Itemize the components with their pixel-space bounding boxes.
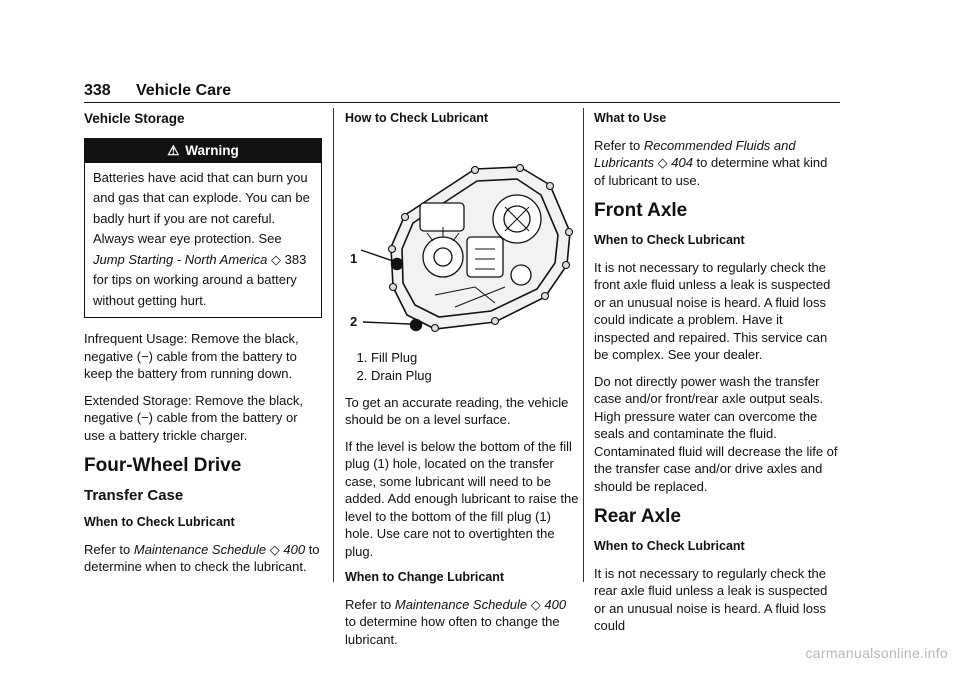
callout-2-label: 2: [350, 313, 358, 329]
text-part: Refer to: [84, 541, 134, 557]
power-wash-text: Do not directly power wash the transfer case and/or front/rear axle output seals. High pressure water can overcome the seals and contaminate the fluid. Contaminated fluid will decrease the life of the transfer case and/or drive axles and should be replaced.: [594, 373, 838, 494]
ref-symbol-icon: ◇: [530, 596, 541, 612]
vehicle-storage-heading: Vehicle Storage: [84, 111, 185, 126]
text-part: to determine how often to change the lubricant.: [345, 614, 560, 647]
transfer-case-heading: Transfer Case: [84, 487, 184, 504]
warning-text: [85, 163, 321, 318]
how-to-check-heading: How to Check Lubricant: [345, 111, 489, 125]
page-ref[interactable]: 383: [284, 251, 307, 267]
list-item: 2. Drain Plug: [371, 367, 580, 385]
warning-icon: ⚠: [167, 142, 180, 158]
rear-axle-text: It is not necessary to regularly check the rear axle fluid unless a leak is suspected or an unusual noise is heard. A fluid loss could: [594, 565, 828, 633]
rear-axle-heading: Rear Axle: [594, 506, 681, 527]
fill-level-text: If the level is below the bottom of the fill plug (1) hole, located on the transfer case, some lubricant will need to be added. Add enough lubricant to raise the level to the bottom of the fill plug (1) hole. Use care not to overtighten the plug.: [345, 438, 579, 559]
warning-box: [84, 138, 322, 319]
when-to-check-heading: When to Check Lubricant: [84, 515, 235, 529]
warning-label: Warning: [185, 142, 239, 158]
accurate-reading-text: To get an accurate reading, the vehicle should be on a level surface.: [345, 394, 569, 427]
page-ref[interactable]: 404: [671, 155, 693, 170]
page-ref[interactable]: 400: [544, 596, 567, 612]
column-1: [84, 108, 322, 585]
transfer-case-illustration: [345, 137, 580, 337]
when-to-check-heading: When to Check Lubricant: [594, 539, 745, 553]
page-header: [84, 80, 840, 102]
warning-text-part: Batteries have acid that can burn you and gas that can explode. You can be badly hurt if you are not careful. Always wear eye protection. See: [93, 169, 310, 246]
when-to-change-heading: When to Change Lubricant: [345, 570, 505, 584]
recommended-fluids-link[interactable]: Recommended Fluids and Lubricants: [594, 137, 796, 170]
four-wheel-drive-heading: Four-Wheel Drive: [84, 455, 242, 476]
text-part: to determine when to check the lubricant.: [84, 541, 320, 574]
ref-symbol-icon: ◇: [270, 251, 281, 267]
what-to-use-heading: What to Use: [594, 111, 667, 125]
column-3: [594, 108, 840, 644]
warning-bar: [85, 139, 321, 163]
watermark-text: carmanualsonline.info: [805, 645, 948, 661]
jump-starting-link[interactable]: Jump Starting - North America: [93, 251, 268, 267]
page-number: 338: [84, 82, 111, 99]
ref-symbol-icon: ◇: [657, 155, 668, 170]
text-part: Refer to: [594, 137, 644, 153]
transfer-case-figure: [345, 137, 580, 337]
when-to-check-heading: When to Check Lubricant: [594, 233, 745, 247]
extended-storage-text: Extended Storage: Remove the black, negative (−) cable from the battery or use a battery trickle charger.: [84, 392, 303, 443]
column-2: [345, 108, 580, 657]
column-divider: [583, 108, 584, 582]
ref-symbol-icon: ◇: [269, 541, 280, 557]
header-rule: [84, 102, 840, 103]
callout-1-label: 1: [350, 250, 358, 266]
text-part: Refer to: [345, 596, 395, 612]
page-ref[interactable]: 400: [283, 541, 306, 557]
list-item: 1. Fill Plug: [371, 349, 580, 367]
front-axle-heading: Front Axle: [594, 200, 688, 221]
maintenance-schedule-link[interactable]: Maintenance Schedule: [133, 541, 267, 557]
section-title: Vehicle Care: [136, 82, 232, 99]
refer-fluids-text: [594, 137, 840, 190]
front-axle-text: It is not necessary to regularly check the front axle fluid unless a leak is suspected or an unusual noise is heard. A fluid loss could indicate a problem. Have it inspected and repaired. This service can be complex. See your dealer.: [594, 259, 831, 362]
refer-maintenance-text: [345, 596, 580, 649]
callout-list: [345, 349, 580, 385]
refer-maintenance-text: [84, 541, 322, 576]
text-part: to determine what kind of lubricant to use.: [594, 155, 828, 188]
maintenance-schedule-link[interactable]: Maintenance Schedule: [394, 596, 528, 612]
warning-text-part: for tips on working around a battery without getting hurt.: [93, 272, 297, 308]
column-divider: [333, 108, 334, 582]
infrequent-usage-text: Infrequent Usage: Remove the black, negative (−) cable from the battery to keep the battery from running down.: [84, 331, 299, 381]
